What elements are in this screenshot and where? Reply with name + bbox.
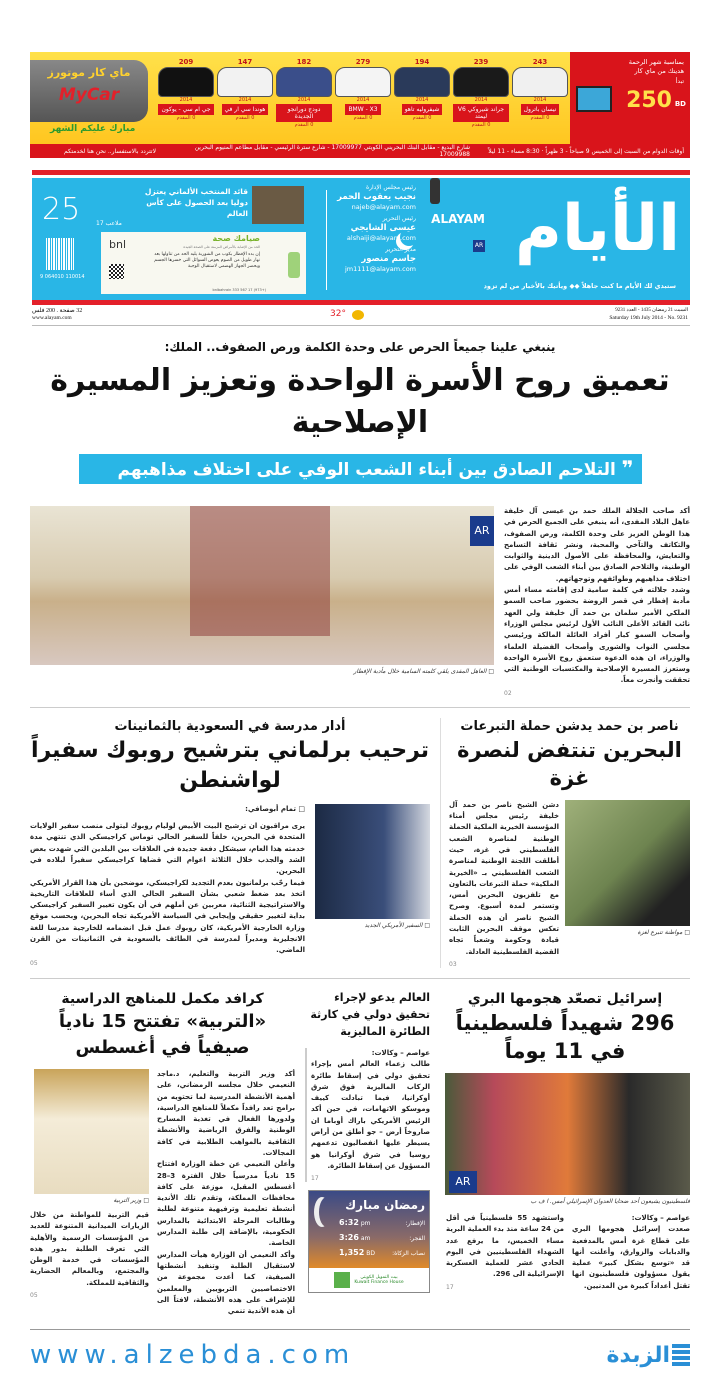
car-image [217,67,273,97]
israel-caption: فلسطينيون يشيعون أحد ضحايا العدوان الإسرائيلي أمس. ا ف ب [530,1197,690,1205]
car-down-payment: 0 المقدم [471,122,491,128]
car-offer[interactable] [512,58,568,142]
logo-alayam-ar[interactable]: الأيام [515,192,680,266]
teaser-section: ملاعب 17 [96,220,122,227]
gaza-campaign-kicker: ناصر بن حمد يدشن حملة التبرعات [460,718,679,734]
car-offer[interactable] [335,58,391,142]
row-value: 1,352 [339,1248,365,1258]
car-name: هوندا سي ار في [222,104,269,115]
rule [30,707,690,708]
ambassador-kicker: أدار مدرسة في السعودية بالثمانينات [114,718,346,734]
car-name: BMW - X3 [345,104,380,115]
page-ref[interactable]: 02 [504,689,512,697]
israel-body-left: واستشهد 55 فلسطينياً في أقل من 24 ساعة منذ بدء العملية البرية مساء الخميس، ما يرفع عدد الشهداء الفلسطينيين في اليوم الحادي عشر للعملية العسكرية الإسرائيلية الى 296. [446,1213,564,1279]
footer-website[interactable]: www.alzebda.com [30,1340,356,1371]
car-year: 2014 [533,97,547,103]
ramadan-title: رمضان مبارك [345,1198,425,1213]
staff-box [332,184,416,277]
ramadan-ad[interactable] [308,1190,430,1293]
car-offer[interactable] [158,58,214,142]
promo-line2: هديتك من ماي كار [634,67,684,75]
row-suffix: am [360,1235,371,1243]
lead-quote-bar [79,454,642,484]
staff-role: مدير التحرير [385,246,416,253]
date-gregorian: Saturday 19th July 2014 - No. 9231 [609,315,688,321]
car-image [276,67,332,97]
website-alayam[interactable]: www.alayam.com [32,315,72,321]
car-year: 2014 [415,97,429,103]
car-image [453,67,509,97]
car-price: 194 [414,58,430,66]
bnl-ad-body: إن بدء الإفطار بكوب من الشوربة يليه الحد من تناولها بعد نهار طويل من الصوم يعوض السوائل التي خسرها الجسم ويحضر الجهاز الهضمي لاستقبال الوجبة [154,252,260,269]
staff-email[interactable]: alshaiji@alayam.com [346,234,416,242]
staff-name: نجيب يعقوب الحمر [337,192,416,202]
masthead [32,178,690,300]
mh17-paragraph: طالب زعماء العالم أمس بإجراء تحقيق دولي في إسقاط طائرة الركاب الماليزية فوق شرق أوكرانيا، فيما تبادلت كييف وموسكو الاتهامات، في حين أكد الرئيس الأمريكي باراك أوباما ان صاروخاً أرض – جو أطلق من أراض يسيطر عليها انفصاليون تدعمهم روسيا في شرق أوكرانيا هو المسؤول عن إسقاط الطائرة. [311,1060,430,1170]
israel-photo[interactable] [445,1073,690,1195]
kfh-logo-icon [334,1272,350,1288]
teaser-headline[interactable]: قائد المنتخب الألماني يعتزل دوليا بعد الحصول على كأس العالم [144,187,248,218]
row-label: نصاب الزكاة: [392,1249,425,1257]
lead-photo-caption: □ العاهل المفدى يلقي كلمته السامية خلال مأدبة الإفطار [353,668,494,675]
ar-badge[interactable]: AR [470,516,494,546]
staff-role: رئيس التحرير [382,215,416,222]
car-name: دودج دورانجو الجديدة [276,104,332,122]
mh17-body [305,1048,430,1182]
education-paragraph: أكد وزير التربية والتعليم، د.ماجد النعيمي خلال مجلسه الرمضاني، على أهمية الأنشطة المدرسية لما تحتويه من برامج تعد رافداً مكملاً للمناهج الدراسية، ولدورها الفعال في تغذية المسارح الوطنية والفرق الرياضية والأنشطة الثقافية بالمواهب الطلابية في كافة المجالات. [157,1069,295,1157]
ad-hours: أوقات الدوام من السبت إلى الخميس 9 صباحاً - 3 ظهراً · 8:30 مساء - 11 ليلاً [488,147,684,155]
car-year: 2014 [474,97,488,103]
education-paragraph: وأعلن النعيمي عن خطة الوزارة افتتاح 15 نادياً مدرسياً خلال الفترة 3–28 أغسطس المقبل، موزعة على كافة محافظات المملكة، وتقدم تلك الأندية أنشطة تعليمية وترفيهية متنوعة لطلبة وطالبات المرحلة الابتدائية بالمدارس الحكومية، بالإضافة إلى طلبة المدارس الخاصة. [157,1160,295,1248]
lantern-icon [288,252,300,278]
ramadan-times [339,1217,425,1259]
education-kicker: كرافد مكمل للمناهج الدراسية [61,990,264,1007]
car-price: 243 [532,58,548,66]
israel-kicker: إسرائيل تصعّد هجومها البري [467,990,663,1007]
car-offer[interactable] [453,58,509,142]
mast-divider [326,190,327,290]
gaza-campaign-headline[interactable]: البحرين تنتفض لنصرة غزة [457,737,682,790]
gaza-campaign-body: دشن الشيخ ناصر بن حمد آل خليفة رئيس مجلس أمناء المؤسسة الخيرية الملكية الحملة الوطنية لمناصرة الشعب الفلسطيني في غزة، حيث أطلقت اللجنة الوطنية لمناصرة الشعب الفلسطيني بـ «الخيرية الملكية» حملة التبرعات بالتعاون مع تلفزيون البحرين أمس، وتستمر لمدة أسبوع. وصرح الشيخ ناصر أن هذه الحملة تعكس موقف البحرين الثابت قيادة وحكومة وشعباً تجاه القضية الفلسطينية العادلة. [449,800,559,956]
bnl-ad-subtitle: الحد من الإصابة بالأمراض المزمنة على الصحة الجيدة [183,245,260,249]
car-image [394,67,450,97]
car-offer[interactable] [276,58,332,142]
row-suffix: BD [366,1250,375,1258]
rule [32,325,690,326]
barcode-number: 9 064010 110014 [40,274,85,280]
car-list [158,58,568,142]
education-body-left: قيم التربية للمواطنة من خلال الزيارات الميدانية المتنوعة للعديد من المؤسسات الرسمية والأهلية التي تعرف الطلبة بدور هذه المؤسسات في خدمة الوطن والمجتمع، وبالمعالم الحضارية والثقافية للمملكة. [30,1210,149,1287]
page-ref[interactable]: 03 [449,960,457,968]
ambassador-story [30,718,430,967]
tv-icon [576,86,612,112]
car-down-payment: 0 المقدم [412,115,432,121]
car-down-payment: 0 المقدم [353,115,373,121]
staff-email[interactable]: najeb@alayam.com [351,203,416,211]
israel-paragraph: صعدت إسرائيل هجومها البري على قطاع غزة أمس بالمدفعية والدبابات والزوارق، وأعلنت أنها قد «توسع بشكل كبير» عملية يقول مسؤولون فلسطينيون انها تقتل أعداداً كبيرة من المدنيين. [572,1225,690,1290]
car-price: 239 [473,58,489,66]
mycar-logo [30,60,148,122]
car-ad-banner[interactable] [30,52,690,158]
car-name: جي ام سي - يوكون [158,104,213,115]
car-price: 182 [296,58,312,66]
bnl-ad[interactable] [101,232,306,294]
car-year: 2014 [297,97,311,103]
promo-currency: BD [674,100,686,108]
promo-prefix: تبدأ [675,78,684,85]
ambassador-paragraph: فيما رحّب برلمانيون بعدم التجديد لكراجيسكي، موضحين بأن هذا القرار الأمريكي اتخذ بعد ضغط شعبي بشأن السفير الحالي الذي أساء للعلاقات التاريخية والاستراتيجية الثنائية، معربين عن أملهم في أن يكون تغيير السفير كراجيسكي بداية لتغيير حقيقي وإيجابي في السياسة الأمريكية تجاه البحرين، وبحسب موقع وزارة الخارجية الأمريكية، كان روبوك عمل قبل انضمامه للخارجية مدرسا للغة الانجليزية ومديراً لمدرسة في الطائف بالسعودية في الثمانينات من القرن الماضي. [30,878,305,955]
temperature: 32° [330,309,346,319]
logo-alayam-en: ALAYAM [431,212,485,226]
education-caption: □ وزير التربية [113,1196,149,1204]
page-ref[interactable]: 05 [30,959,38,967]
car-name: جراند شيروكي V6 ليمتد [453,104,509,122]
ramadan-row [339,1232,425,1244]
staff-entry [332,215,416,243]
car-down-payment: 0 المقدم [176,115,196,121]
bnl-ad-phone: (+973) 17 567 333 bnlbahrain [212,288,266,292]
sponsor-ar: بيت التمويل الكويتي [360,1275,398,1281]
pages-price: 32 صفحة . 200 فلس [32,308,83,314]
car-down-payment: 0 المقدم [294,122,314,128]
car-down-payment: 0 المقدم [530,115,550,121]
lead-paragraph: وشدد جلالته في كلمة سامية لدى إقامته مساء أمس مأدبة إفطار في قصر الروضة بحضور صاحب السمو الملكي الأمير سلمان بن حمد آل خليفة ولي العهد نائب القائد الأعلى النائب الأول لرئيس مجلس الوزراء وأصحاب السمو كبار أفراد العائلة المالكة ورئيسي مجلسي النواب والشورى وأصحاب الفضيلة العلماء والوزراء، ان هذه الدعوة ستعمق روح الأسرة الواحدة وستعزز المسيرة الإصلاحية والمكتسبات الوطنية التي تحققت وأنجزت معاً. [504,586,690,685]
education-body [157,1069,295,1318]
education-paragraph: وأكد النعيمي أن الوزارة هيأت المدارس لاستقبال الطلبة وتنفيذ أنشطتها الصيفية، كما أعدت مجموعة من الاختصاصيين التربويين والمعلمين للإشراف على هذه الأنشطة، لافتاً الى أن هذه الأندية تنمي [157,1250,295,1316]
row-label: الإفطار: [405,1219,425,1227]
promo-price: 250 [626,88,672,113]
row-label: الفجر: [409,1234,425,1242]
anniversary-25: 25 [42,192,81,227]
staff-role: رئيس مجلس الإدارة [365,184,416,191]
mh17-dateline: عواصم – وكالات: [371,1048,430,1057]
car-year: 2014 [179,97,193,103]
lead-photo[interactable] [30,506,494,665]
rule [30,978,690,979]
car-image [512,67,568,97]
ad-footer [30,144,690,158]
logo-bars-icon [672,1344,690,1366]
greeting-calligraphy: مبارك عليكم الشهر [50,124,136,134]
israel-dateline: عواصم – وكالات: [631,1213,690,1222]
staff-entry [332,246,416,274]
barcode [46,238,74,270]
car-price: 147 [237,58,253,66]
logo-text: الزبدة [606,1342,670,1368]
lead-quote: التلاحم الصادق بين أبناء الشعب الوفي على اختلاف مذاهبهم [117,460,616,480]
ambassador-photo[interactable] [315,804,430,919]
minister-photo[interactable] [34,1069,149,1194]
education-headline[interactable]: «التربية» تفتتح 15 نادياً صيفياً في أغسطس [58,1010,267,1058]
ambassador-caption: □ السفير الأمريكي الجديد [364,921,430,929]
car-price: 279 [355,58,371,66]
weather-icon [352,310,364,320]
lantern-icon [430,178,440,204]
lead-body [504,506,690,697]
israel-body-right [572,1213,690,1292]
brand-ar: ماي كار موتورز [47,66,131,79]
car-offer[interactable] [217,58,273,142]
page-ref[interactable]: 17 [446,1283,454,1291]
car-down-payment: 0 المقدم [235,115,255,121]
teaser-photo[interactable] [252,186,304,224]
ambassador-headline[interactable]: ترحيب برلماني بترشيح روبوك سفيراً لواشنطن [30,737,430,793]
ambassador-byline: □ تمام أبوصافي: [245,804,305,813]
top-red-rule [32,170,690,175]
staff-entry [332,184,416,212]
page-ref[interactable]: 05 [30,1291,38,1299]
mh17-headline[interactable]: العالم يدعو لإجراء تحقيق دولي في كارثة الطائرة الماليزية [310,990,430,1038]
crescent-icon [319,1197,335,1227]
date-hijri: السبت 21 رمضان 1435 - العدد 9231 [615,308,688,313]
row-suffix: pm [360,1220,371,1228]
lead-paragraph: أكد صاحب الجلالة الملك حمد بن عيسى آل خليفة عاهل البلاد المفدى، أنه ينبغي على الجميع الحرص في هذا الوطن العزيز على وحدة الكلمة، ورص الصفوف، والتكاتف والتآخي والمحبة، ونشر ثقافة التسامح والتعايش، والمحافظة على الأصول الدينية والثوابت الوطنية، والتلاحم الصادق بين أبناء الشعب الوفي على اختلاف مذاهبهم وطوائفهم وتوجهاتهم. [504,507,690,583]
car-price: 209 [178,58,194,66]
gaza-campaign-caption: □ مواطنة تتبرع لغزة [637,928,690,936]
bnl-logo: bnl [109,238,127,251]
staff-email[interactable]: jm1111@alayam.com [344,265,416,273]
mh17-story [305,989,430,1293]
lead-headline[interactable]: تعميق روح الأسرة الواحدة وتعزيز المسيرة الإصلاحية [50,363,670,440]
gaza-campaign-photo[interactable] [565,800,690,926]
row-value: 6:32 [339,1218,359,1228]
staff-name: جاسم منصور [361,254,416,264]
qr-code-icon [109,264,124,279]
ramadan-row [339,1247,425,1259]
alzebda-logo[interactable] [607,1343,690,1368]
car-image [158,67,214,97]
car-year: 2014 [238,97,252,103]
brand-en: MyCar [58,85,120,105]
ar-badge[interactable]: AR [449,1171,477,1193]
israel-story [440,989,690,1292]
car-offer[interactable] [394,58,450,142]
staff-name: عيسى الشايجي [350,223,416,233]
bnl-ad-title: صيامك صحة [212,234,260,243]
bottom-red-rule [32,300,690,305]
row-value: 3:26 [339,1233,359,1243]
ar-badge[interactable]: AR [473,240,485,252]
ramadan-row [339,1217,425,1229]
ad-contact: لاتتردد بالاستفسار.. نحن هنا لخدمتكم [64,147,156,155]
news-content [30,338,690,1382]
page-ref[interactable]: 17 [311,1175,319,1183]
promo-line1: بمناسبة شهر الرحمة [628,58,684,66]
car-name: نيسان باترول [521,104,560,115]
car-year: 2014 [356,97,370,103]
ambassador-paragraph: يرى مراقبون ان ترشيح البيت الأبيض لوليام روبوك ليتولى منصب سفير الولايات المتحدة في البحرين، خلفاً للسفير الحالي توماس كراجيسكي الذي تنتهي مدة خدمته هذا العام، سيشكل دفعة جديدة في العلاقات بين البلدين التي شهدت بعض الشد والجذب خلال الثلاثة اعوام التي قضاها كراجيسكي سفيراً لبلاده في البحرين. [30,822,305,876]
israel-headline[interactable]: 296 شهيداً فلسطينياً في 11 يوماً [455,1010,675,1063]
sponsor-en: Kuwait Finance House [354,1280,404,1286]
lead-kicker: ينبغي علينا جميعاً الحرص على وحدة الكلمة ورص الصفوف.. الملك: [164,340,556,354]
tagline: ستبدي لك الأيام ما كنت جاهلاً ◆◆ ويأتيك بالأخبار من لم تزود [483,282,676,290]
photo-backdrop [190,506,330,636]
gaza-campaign-story [440,718,690,968]
car-image [335,67,391,97]
car-name: شيفروليه تاهو [402,104,443,115]
quote-icon: ❞ [621,456,634,480]
education-story [30,989,295,1318]
promo-box [570,52,690,144]
ad-address: شارع البديع - مقابل البنك البحريني الكويتي 17009977 - شارع سترة الرئيسي - مقابل مطاعم المنيوم البحرين 17009988 [194,144,470,158]
